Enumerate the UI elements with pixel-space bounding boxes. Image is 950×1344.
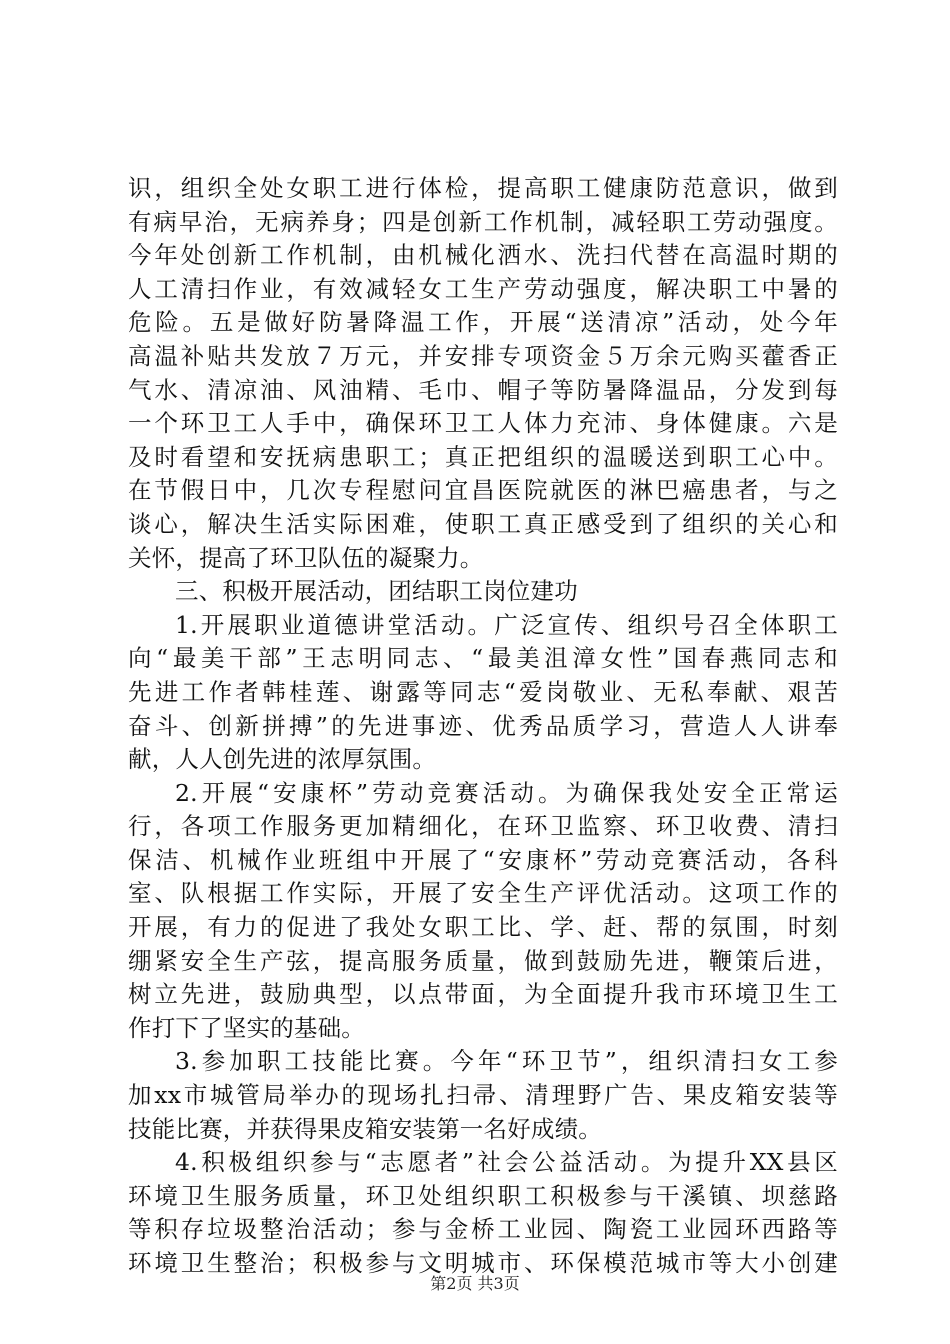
text-line: 及时看望和安抚病患职工；真正把组织的温暖送到职工心中。 <box>128 442 838 471</box>
text-line: 今年处创新工作机制，由机械化洒水、洗扫代替在高温时期的 <box>128 241 838 270</box>
text-line: 开展，有力的促进了我处女职工比、学、赶、帮的氛围，时刻 <box>128 913 838 942</box>
text-line: 危险。五是做好防暑降温工作，开展“送清凉”活动，处今年 <box>128 308 838 337</box>
text-line: 识，组织全处女职工进行体检，提高职工健康防范意识，做到 <box>128 174 838 202</box>
text-line: 环境卫生整治；积极参与文明城市、环保模范城市等大小创建 <box>128 1249 838 1277</box>
page-number-footer: 第2页 共3页 <box>430 1274 520 1293</box>
text-line: 技能比赛，并获得果皮箱安装第一名好成绩。 <box>128 1114 602 1143</box>
text-line: 等积存垃圾整治活动；参与金桥工业园、陶瓷工业园环西路等 <box>128 1215 838 1244</box>
text-line: 一个环卫工人手中，确保环卫工人体力充沛、身体健康。六是 <box>128 409 838 438</box>
text-line: 献，人人创先进的浓厚氛围。 <box>128 745 437 774</box>
text-line: 气水、清凉油、风油精、毛巾、帽子等防暑降温品，分发到每 <box>128 375 838 404</box>
text-line: 关怀，提高了环卫队伍的凝聚力。 <box>128 543 484 572</box>
text-line: 绷紧安全生产弦，提高服务质量，做到鼓励先进，鞭策后进， <box>128 946 838 975</box>
text-line: 保洁、机械作业班组中开展了“安康杯”劳动竞赛活动，各科 <box>128 845 838 874</box>
text-line: 4.积极组织参与“志愿者”社会公益活动。为提升XX县区 <box>175 1148 838 1177</box>
text-line: 环境卫生服务质量，环卫处组织职工积极参与干溪镇、坝慈路 <box>128 1181 838 1210</box>
text-line: 行，各项工作服务更加精细化，在环卫监察、环卫收费、清扫 <box>128 812 838 841</box>
text-line: 在节假日中，几次专程慰问宜昌医院就医的淋巴癌患者，与之 <box>128 476 838 505</box>
text-line: 作打下了坚实的基础。 <box>128 1013 365 1042</box>
text-line: 1.开展职业道德讲堂活动。广泛宣传、组织号召全体职工 <box>175 610 838 639</box>
text-line: 树立先进，鼓励典型，以点带面，为全面提升我市环境卫生工 <box>128 980 838 1009</box>
text-line: 向“最美干部”王志明同志、“最美沮漳女性”国春燕同志和 <box>128 644 838 673</box>
text-line: 3.参加职工技能比赛。今年“环卫节”，组织清扫女工参 <box>175 1047 838 1076</box>
text-line: 加xx市城管局举办的现场扎扫帚、清理野广告、果皮箱安装等 <box>128 1081 838 1110</box>
text-line: 奋斗、创新拼搏”的先进事迹、优秀品质学习，营造人人讲奉 <box>128 711 838 740</box>
text-line: 室、队根据工作实际，开展了安全生产评优活动。这项工作的 <box>128 879 838 908</box>
document-body <box>128 172 838 1281</box>
text-line: 先进工作者韩桂莲、谢露等同志“爱岗敬业、无私奉献、艰苦 <box>128 677 838 706</box>
text-line: 2.开展“安康杯”劳动竞赛活动。为确保我处安全正常运 <box>175 778 838 807</box>
section-heading: 三、积极开展活动，团结职工岗位建功 <box>175 577 578 606</box>
text-line: 高温补贴共发放７万元，并安排专项资金５万余元购买藿香正 <box>128 341 838 370</box>
text-line: 谈心，解决生活实际困难，使职工真正感受到了组织的关心和 <box>128 509 838 538</box>
text-line: 人工清扫作业，有效减轻女工生产劳动强度，解决职工中暑的 <box>128 274 838 303</box>
text-line: 有病早治，无病养身；四是创新工作机制，减轻职工劳动强度。 <box>128 207 838 236</box>
